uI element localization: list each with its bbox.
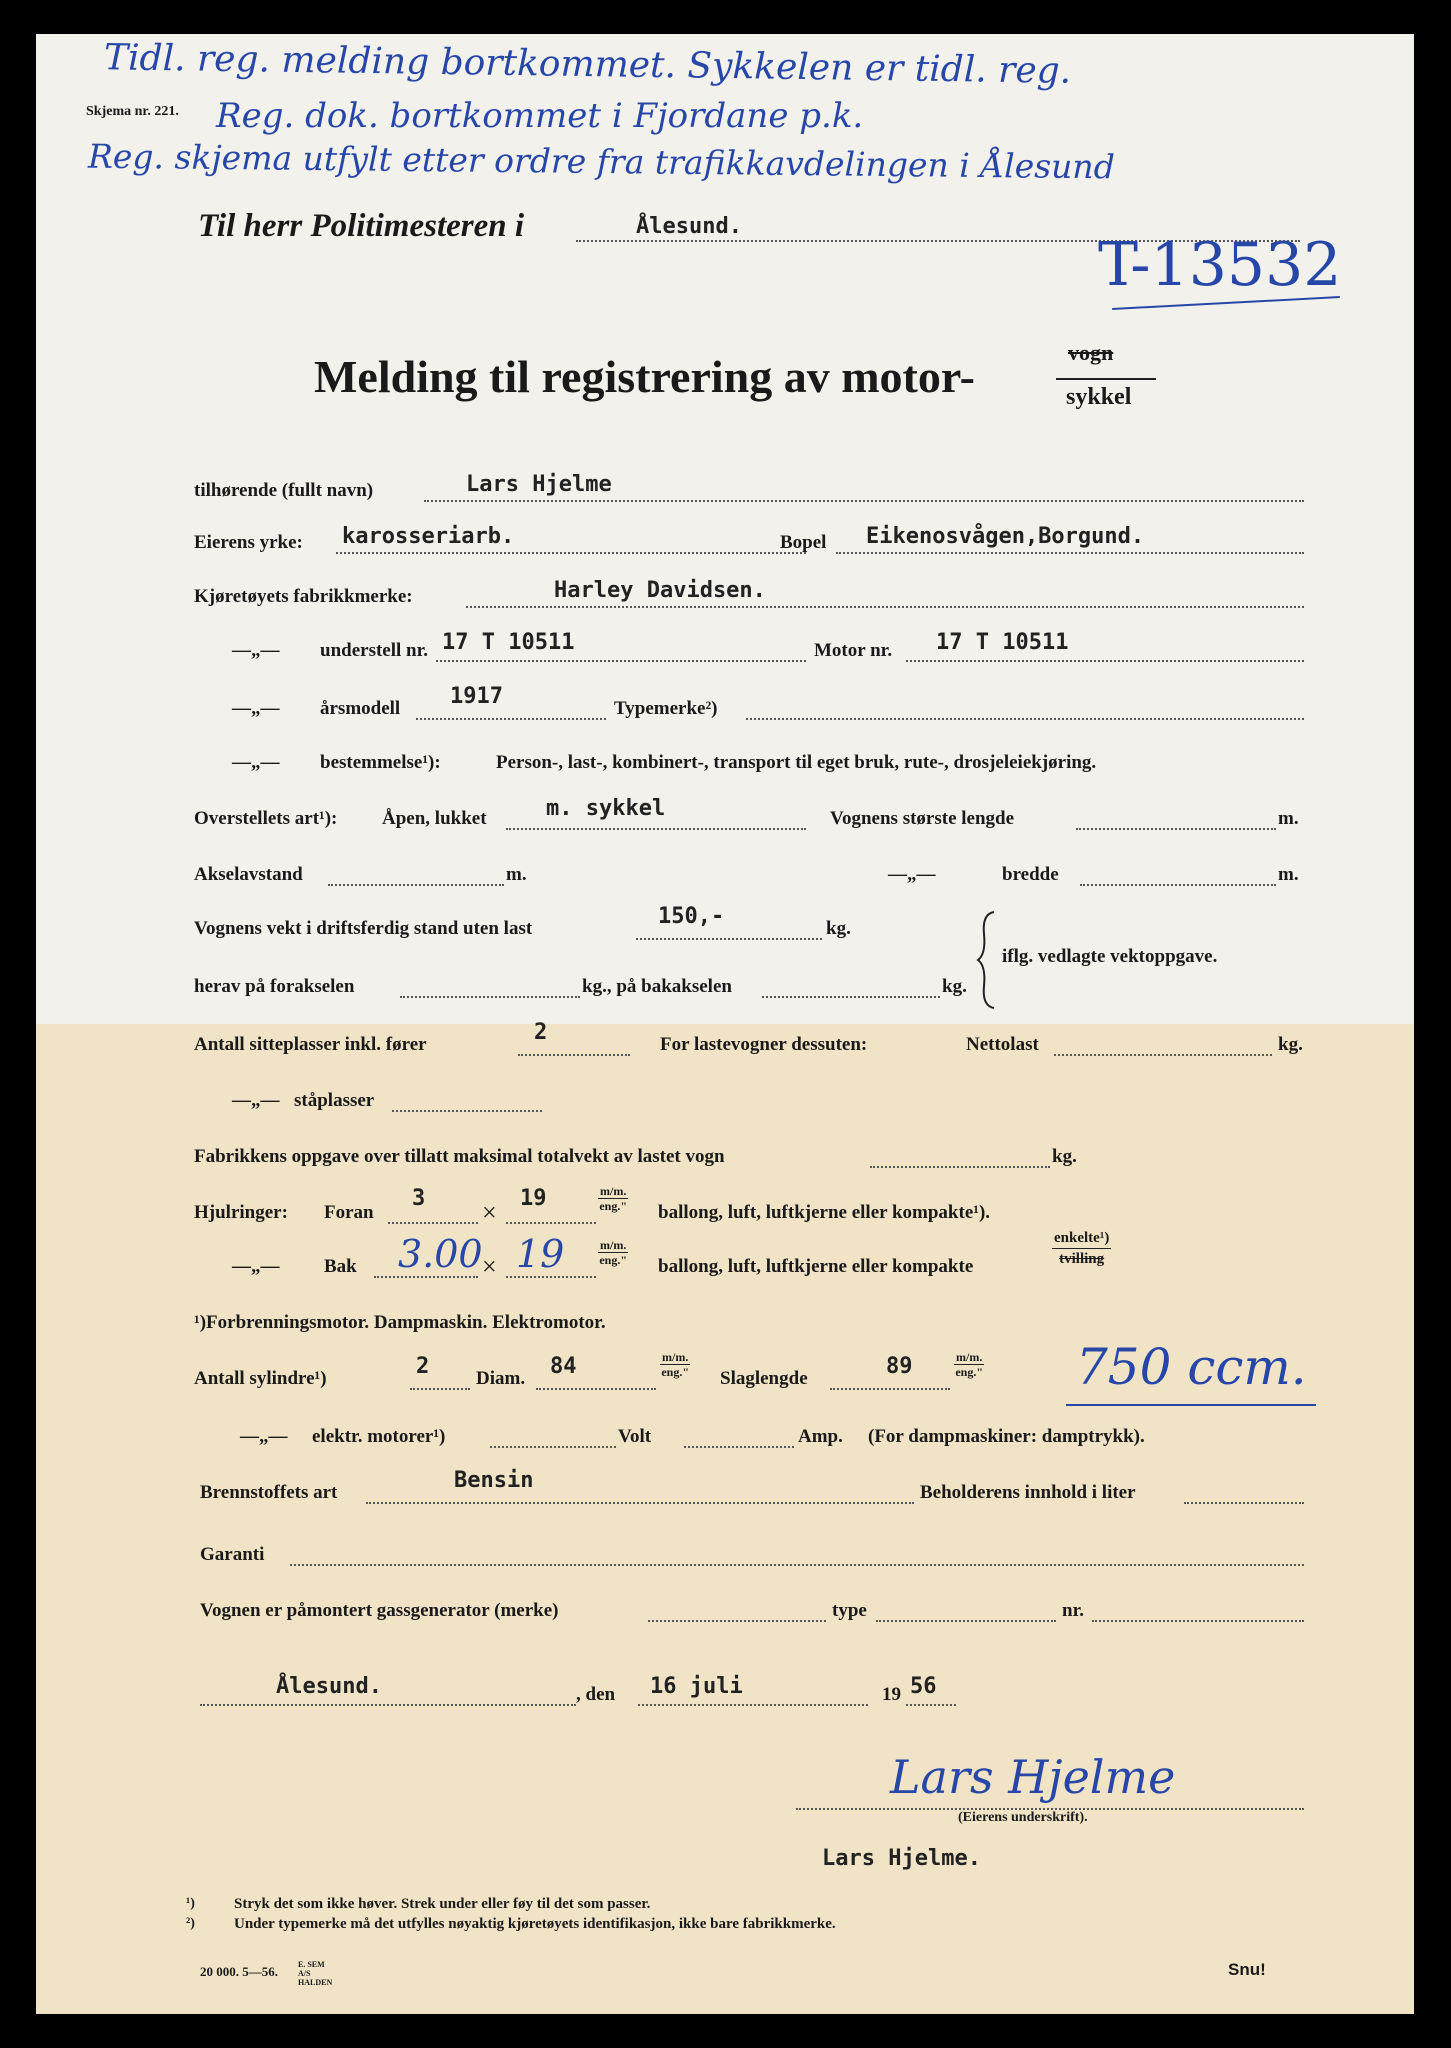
signer-typed-name: Lars Hjelme. bbox=[822, 1846, 981, 1871]
steam-pressure-label: (For dampmaskiner: damptrykk). bbox=[868, 1426, 1145, 1447]
unit-mm: m/m. bbox=[600, 1238, 627, 1252]
front-width-line bbox=[388, 1222, 478, 1224]
length-line bbox=[1076, 828, 1276, 830]
unit-fraction bbox=[660, 1350, 690, 1379]
amp-label: Amp. bbox=[798, 1426, 843, 1447]
electric-motors-label: elektr. motorer¹) bbox=[312, 1426, 446, 1447]
year-model-value: 1917 bbox=[450, 684, 503, 709]
owner-line bbox=[424, 500, 1304, 502]
stroke-label: Slaglengde bbox=[720, 1368, 808, 1389]
front-wheel-diameter: 19 bbox=[520, 1186, 547, 1211]
handwritten-note-line3: Reg. skjema utfylt etter ordre fra trafikkavdelingen i Ålesund bbox=[87, 136, 1116, 187]
footnote2: Under typemerke må det utfylles nøyaktig kjøretøyets identifikasjon, ikke bare fabrikkmerke. bbox=[234, 1916, 836, 1932]
unit-mm: m/m. bbox=[600, 1184, 627, 1198]
form-title: Melding til registrering av motor- bbox=[314, 351, 975, 402]
signature-caption: (Eierens underskrift). bbox=[958, 1810, 1088, 1825]
weight-label: Vognens vekt i driftsferdig stand uten last bbox=[194, 918, 533, 939]
unit-fraction bbox=[598, 1184, 628, 1213]
diameter-label: Diam. bbox=[476, 1368, 526, 1389]
owner-label: tilhørende (fullt navn) bbox=[194, 480, 374, 501]
fuel-value: Bensin bbox=[454, 1468, 534, 1493]
rear-diam-line bbox=[506, 1276, 596, 1278]
axle-label: Akselavstand bbox=[194, 864, 303, 885]
lower-yellowed-section bbox=[36, 1024, 1414, 2014]
footnote1: Stryk det som ikke høver. Strek under eller føy til det som passer. bbox=[234, 1896, 651, 1912]
unit-fraction bbox=[954, 1350, 984, 1379]
body-value: m. sykkel bbox=[546, 796, 666, 821]
nr-line bbox=[1092, 1620, 1304, 1622]
unit-mm: m/m. bbox=[956, 1350, 983, 1364]
schema-number: Skjema nr. 221. bbox=[86, 104, 179, 119]
rear-wheel-label: Bak bbox=[324, 1256, 357, 1277]
place-line bbox=[200, 1704, 576, 1706]
volt-label: Volt bbox=[618, 1426, 652, 1447]
title-suffix: sykkel bbox=[1066, 384, 1132, 410]
length-unit: m. bbox=[1278, 808, 1299, 829]
net-load-label: Nettolast bbox=[966, 1034, 1039, 1055]
printer-mark: E. SEM A/S HALDEN bbox=[298, 1960, 333, 1987]
ditto-mark: —„— bbox=[232, 1256, 280, 1277]
stroke-value: 89 bbox=[886, 1354, 913, 1379]
rear-axle-line bbox=[762, 996, 940, 998]
registration-number: T-13532 bbox=[1098, 230, 1342, 300]
type-line bbox=[746, 718, 1304, 720]
type2-label: type bbox=[832, 1600, 867, 1621]
unit-mm: m/m. bbox=[662, 1350, 689, 1364]
times-sign: × bbox=[482, 1198, 497, 1227]
purpose-label: bestemmelse¹): bbox=[320, 752, 441, 773]
volt-line bbox=[684, 1446, 794, 1448]
type2-line bbox=[876, 1620, 1056, 1622]
rear-tyre-options: ballong, luft, luftkjerne eller kompakte bbox=[658, 1256, 974, 1277]
date-line bbox=[638, 1704, 868, 1706]
make-label: Kjøretøyets fabrikkmerke: bbox=[194, 586, 413, 607]
weight-value: 150,- bbox=[658, 904, 725, 929]
unit-eng: eng." bbox=[661, 1365, 689, 1379]
residence-label: Bopel bbox=[780, 532, 827, 553]
fuel-label: Brennstoffets art bbox=[200, 1482, 338, 1503]
front-diam-line bbox=[506, 1222, 596, 1224]
ditto-mark: —„— bbox=[888, 864, 936, 885]
max-weight-line bbox=[870, 1166, 1050, 1168]
net-load-unit: kg. bbox=[1278, 1034, 1303, 1055]
body-label: Overstellets art¹): bbox=[194, 808, 338, 829]
cargo-label: For lastevogner dessuten: bbox=[660, 1034, 868, 1055]
tyre-type-fraction bbox=[1052, 1228, 1111, 1269]
occupation-label: Eierens yrke: bbox=[194, 532, 303, 553]
rear-width-line bbox=[374, 1276, 478, 1278]
fuel-line bbox=[366, 1502, 914, 1504]
times-sign: × bbox=[482, 1252, 497, 1281]
occupation-line bbox=[336, 552, 806, 554]
year-model-label: årsmodell bbox=[320, 698, 401, 719]
unit-eng: eng." bbox=[955, 1365, 983, 1379]
tank-line bbox=[1184, 1502, 1304, 1504]
residence-value: Eikenosvågen,Borgund. bbox=[866, 524, 1145, 549]
front-axle-label: herav på forakselen bbox=[194, 976, 355, 997]
engine-volume-annotation: 750 ccm. bbox=[1076, 1338, 1307, 1396]
occupation-value: karosseriarb. bbox=[342, 524, 515, 549]
unit-eng: eng." bbox=[599, 1199, 627, 1213]
seats-value: 2 bbox=[534, 1020, 548, 1045]
net-load-line bbox=[1054, 1054, 1272, 1056]
gas-generator-label: Vognen er påmontert gassgenerator (merke) bbox=[200, 1600, 559, 1621]
curly-brace-icon bbox=[976, 910, 1000, 1010]
recipient-label: Til herr Politimesteren i bbox=[198, 208, 525, 244]
chassis-label: understell nr. bbox=[320, 640, 429, 661]
front-wheel-label: Foran bbox=[324, 1202, 374, 1223]
date-value: 16 juli bbox=[650, 1674, 743, 1699]
max-weight-label: Fabrikkens oppgave over tillatt maksimal totalvekt av lastet vogn bbox=[194, 1146, 725, 1167]
type-label: Typemerke²) bbox=[614, 698, 718, 719]
wheels-label: Hjulringer: bbox=[194, 1202, 288, 1223]
guarantee-line bbox=[290, 1564, 1304, 1566]
engine-types: ¹)Forbrenningsmotor. Dampmaskin. Elektromotor. bbox=[194, 1312, 606, 1333]
residence-line bbox=[836, 552, 1304, 554]
print-code: 20 000. 5—56. bbox=[200, 1964, 278, 1979]
gas-generator-line bbox=[648, 1620, 826, 1622]
diameter-line bbox=[536, 1388, 656, 1390]
ditto-mark: —„— bbox=[232, 752, 280, 773]
make-line bbox=[466, 606, 1304, 608]
motor-value: 17 T 10511 bbox=[936, 630, 1069, 655]
year-prefix: 19 bbox=[882, 1684, 901, 1705]
year-model-line bbox=[416, 718, 606, 720]
standing-label: ståplasser bbox=[294, 1090, 375, 1111]
stroke-line bbox=[830, 1388, 950, 1390]
recipient-value: Ålesund. bbox=[636, 214, 742, 239]
motor-line bbox=[906, 660, 1304, 662]
weight-note: iflg. vedlagte vektoppgave. bbox=[1002, 946, 1218, 967]
seats-label: Antall sitteplasser inkl. fører bbox=[194, 1034, 427, 1055]
purpose-options: Person-, last-, kombinert-, transport til eget bruk, rute-, drosjeleiekjøring. bbox=[496, 752, 1097, 773]
footnote2-mark: ²) bbox=[186, 1916, 195, 1931]
unit-fraction bbox=[598, 1238, 628, 1267]
date-prefix: , den bbox=[576, 1684, 616, 1705]
rear-axle-label: kg., på bakakselen bbox=[582, 976, 732, 997]
nr-label: nr. bbox=[1062, 1600, 1085, 1621]
twin-option-struck: tvilling bbox=[1059, 1251, 1105, 1267]
rear-wheel-width: 3.00 bbox=[398, 1232, 483, 1276]
owner-value: Lars Hjelme bbox=[466, 472, 612, 497]
width-label: bredde bbox=[1002, 864, 1059, 885]
max-weight-unit: kg. bbox=[1052, 1146, 1077, 1167]
standing-line bbox=[392, 1110, 542, 1112]
handwritten-note-line2: Reg. dok. bortkommet i Fjordane p.k. bbox=[216, 96, 864, 136]
year-line bbox=[906, 1704, 956, 1706]
motor-label: Motor nr. bbox=[814, 640, 893, 661]
year-value: 56 bbox=[910, 1674, 937, 1699]
ditto-mark: —„— bbox=[240, 1426, 288, 1447]
unit-eng: eng." bbox=[599, 1253, 627, 1267]
front-axle-line bbox=[400, 996, 580, 998]
document-sheet bbox=[36, 34, 1414, 2014]
guarantee-label: Garanti bbox=[200, 1544, 265, 1565]
ditto-mark: —„— bbox=[232, 640, 280, 661]
diameter-value: 84 bbox=[550, 1354, 577, 1379]
axle-unit: m. bbox=[506, 864, 527, 885]
body-line bbox=[506, 828, 806, 830]
turn-over-note: Snu! bbox=[1228, 1960, 1266, 1979]
title-fraction-bar bbox=[1056, 378, 1156, 380]
make-value: Harley Davidsen. bbox=[554, 578, 766, 603]
tank-label: Beholderens innhold i liter bbox=[920, 1482, 1136, 1503]
width-unit: m. bbox=[1278, 864, 1299, 885]
place-value: Ålesund. bbox=[276, 1674, 382, 1699]
body-options: Åpen, lukket bbox=[382, 808, 487, 829]
title-struck-word: vogn bbox=[1068, 340, 1114, 365]
ditto-mark: —„— bbox=[232, 698, 280, 719]
cylinders-value: 2 bbox=[416, 1354, 430, 1379]
front-tyre-options: ballong, luft, luftkjerne eller kompakte¹). bbox=[658, 1202, 991, 1223]
seats-line bbox=[518, 1054, 630, 1056]
owner-signature: Lars Hjelme bbox=[890, 1750, 1176, 1804]
weight-unit: kg. bbox=[826, 918, 851, 939]
cylinders-line bbox=[410, 1388, 470, 1390]
front-wheel-width: 3 bbox=[412, 1186, 426, 1211]
axle-line bbox=[328, 884, 504, 886]
chassis-value: 17 T 10511 bbox=[442, 630, 575, 655]
length-label: Vognens største lengde bbox=[830, 808, 1015, 829]
ditto-mark: —„— bbox=[232, 1090, 280, 1111]
chassis-line bbox=[436, 660, 806, 662]
single-option: enkelte¹) bbox=[1052, 1228, 1111, 1249]
cylinders-label: Antall sylindre¹) bbox=[194, 1368, 327, 1389]
rear-axle-unit: kg. bbox=[942, 976, 967, 997]
width-line bbox=[1080, 884, 1276, 886]
rear-wheel-diameter: 19 bbox=[516, 1232, 565, 1276]
weight-line bbox=[636, 938, 822, 940]
electric-motors-line bbox=[490, 1446, 616, 1448]
footnote1-mark: ¹) bbox=[186, 1896, 195, 1911]
volume-underline bbox=[1066, 1404, 1316, 1406]
handwritten-note-line1: Tidl. reg. melding bortkommet. Sykkelen er tidl. reg. bbox=[103, 37, 1072, 92]
